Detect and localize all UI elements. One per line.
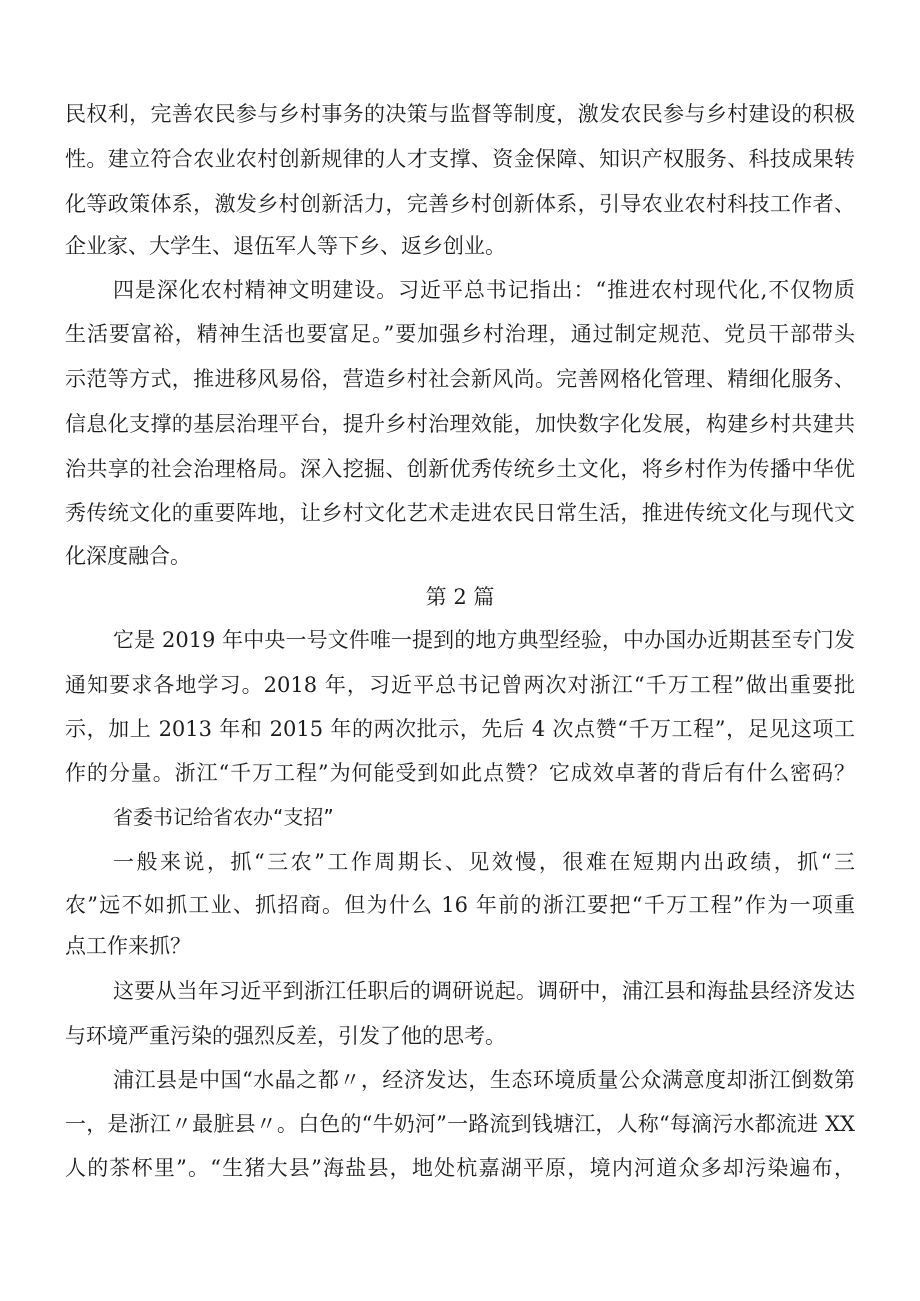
text-line: 一，是浙江〃最脏县〃。白色的“牛奶河”一路流到钱塘江，人称“每滴污水都流进 XX: [65, 1112, 855, 1136]
text-line: 通知要求各地学习。2018 年，习近平总书记曾两次对浙江“千万工程”做出重要批: [65, 673, 855, 697]
text-line: 农”远不如抓工业、抓招商。但为什么 16 年前的浙江要把“千万工程”作为一项重: [65, 893, 855, 917]
text-line: 化等政策体系，激发乡村创新活力，完善乡村创新体系，引导农业农村科技工作者、: [65, 192, 855, 216]
text-line: 化深度融合。: [65, 544, 191, 568]
text-line: 四是深化农村精神文明建设。习近平总书记指出：“推进农村现代化,不仅物质: [113, 278, 855, 302]
text-line: 企业家、大学生、退伍军人等下乡、返乡创业。: [65, 234, 506, 258]
text-line: 它是 2019 年中央一号文件唯一提到的地方典型经验，中办国办近期甚至专门发: [113, 628, 855, 652]
section-heading: 省委书记给省农办“支招”: [113, 805, 334, 829]
text-line: 作的分量。浙江“千万工程”为何能受到如此点赞？它成效卓著的背后有什么密码？: [65, 761, 855, 785]
text-line: 治共享的社会治理格局。深入挖掘、创新优秀传统乡土文化，将乡村作为传播中华优: [65, 457, 855, 481]
text-line: 这要从当年习近平到浙江任职后的调研说起。调研中，浦江县和海盐县经济发达: [113, 979, 855, 1003]
text-line: 一般来说，抓“三农”工作周期长、见效慢，很难在短期内出政绩，抓“三: [113, 850, 855, 874]
text-line: 浦江县是中国“水晶之都〃，经济发达，生态环境质量公众满意度却浙江倒数第: [113, 1068, 855, 1092]
text-line: 信息化支撑的基层治理平台，提升乡村治理效能，加快数字化发展，构建乡村共建共: [65, 412, 855, 436]
text-line: 人的茶杯里”。“生猪大县”海盐县，地处杭嘉湖平原，境内河道众多却污染遍布，: [65, 1156, 855, 1180]
text-line: 示范等方式，推进移风易俗，营造乡村社会新风尚。完善网格化管理、精细化服务、: [65, 367, 855, 391]
text-line: 点工作来抓？: [65, 934, 191, 958]
text-line: 民权利，完善农民参与乡村事务的决策与监督等制度，激发农民参与乡村建设的积极: [65, 102, 855, 126]
text-line: 秀传统文化的重要阵地，让乡村文化艺术走进农民日常生活，推进传统文化与现代文: [65, 501, 855, 525]
text-line: 生活要富裕，精神生活也要富足。”要加强乡村治理，通过制定规范、党员干部带头: [65, 322, 855, 346]
text-line: 性。建立符合农业农村创新规律的人才支撑、资金保障、知识产权服务、科技成果转: [65, 147, 855, 171]
chapter-title: 第 2 篇: [425, 585, 495, 609]
text-line: 与环境严重污染的强烈反差，引发了他的思考。: [65, 1024, 506, 1048]
text-line: 示，加上 2013 年和 2015 年的两次批示，先后 4 次点赞“千万工程”，足见这项工: [65, 717, 855, 741]
